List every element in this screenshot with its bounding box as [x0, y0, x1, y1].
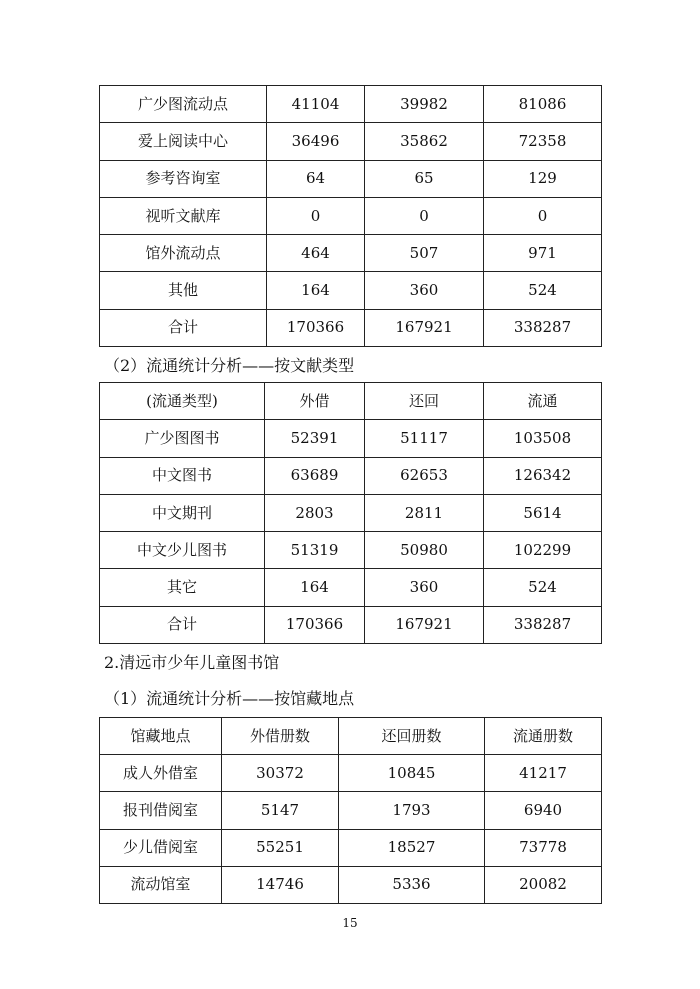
table-cell: 103508: [484, 420, 602, 457]
table-row: [100, 160, 602, 197]
table-cell: 129: [484, 160, 602, 197]
table-body: [100, 718, 602, 904]
table-cell: 少儿借阅室: [100, 829, 222, 866]
section-heading-by-document-type: （2）流通统计分析——按文献类型: [104, 356, 355, 375]
table-cell: 102299: [484, 532, 602, 569]
table-cell: 爱上阅读中心: [100, 123, 267, 160]
table-cell: 52391: [265, 420, 365, 457]
table-row: [100, 532, 602, 569]
table-cell: 广少图流动点: [100, 86, 267, 123]
table-cell: 其它: [100, 569, 265, 606]
table-cell: 其他: [100, 272, 267, 309]
table-body: [100, 86, 602, 347]
table-row: [100, 420, 602, 457]
table-cell: 18527: [339, 829, 485, 866]
table-cell: 65: [365, 160, 484, 197]
table-cell: 55251: [222, 829, 339, 866]
table-cell: 39982: [365, 86, 484, 123]
table-cell: 合计: [100, 309, 267, 346]
table-cell: 馆外流动点: [100, 235, 267, 272]
table-cell: 507: [365, 235, 484, 272]
table-cell: 10845: [339, 755, 485, 792]
table-cell: 0: [365, 197, 484, 234]
table-cell: 51319: [265, 532, 365, 569]
table-row: [100, 494, 602, 531]
table-cell: 30372: [222, 755, 339, 792]
table-cell: 72358: [484, 123, 602, 160]
header-cell: 流通册数: [485, 718, 602, 755]
table-row: [100, 829, 602, 866]
table-cell: 360: [365, 569, 484, 606]
table-cell: 164: [267, 272, 365, 309]
table-cell: 464: [267, 235, 365, 272]
table-row: [100, 569, 602, 606]
table-cell: 62653: [365, 457, 484, 494]
header-cell: 外借册数: [222, 718, 339, 755]
table-cell: 524: [484, 272, 602, 309]
header-row: [100, 383, 602, 420]
circulation-by-document-type-table: [99, 382, 602, 644]
table-cell: 81086: [484, 86, 602, 123]
table-cell: 338287: [484, 606, 602, 643]
table-cell: 50980: [365, 532, 484, 569]
header-cell: 外借: [265, 383, 365, 420]
table-cell: 2811: [365, 494, 484, 531]
header-row: [100, 718, 602, 755]
table-cell: 51117: [365, 420, 484, 457]
table-row: [100, 123, 602, 160]
table-cell: 中文少儿图书: [100, 532, 265, 569]
table-cell: 合计: [100, 606, 265, 643]
table-cell: 41104: [267, 86, 365, 123]
table-cell: 0: [267, 197, 365, 234]
table-cell: 36496: [267, 123, 365, 160]
header-cell: 还回: [365, 383, 484, 420]
circulation-by-location-table: [99, 717, 602, 904]
header-cell: (流通类型): [100, 383, 265, 420]
section-heading-library: 2.清远市少年儿童图书馆: [104, 653, 280, 672]
table-cell: 524: [484, 569, 602, 606]
table-cell: 1793: [339, 792, 485, 829]
table-cell: 5614: [484, 494, 602, 531]
table-row: [100, 866, 602, 903]
table-row: [100, 457, 602, 494]
table-cell: 成人外借室: [100, 755, 222, 792]
table-cell: 170366: [265, 606, 365, 643]
table-cell: 5336: [339, 866, 485, 903]
table-cell: 14746: [222, 866, 339, 903]
table-row: [100, 309, 602, 346]
table-row: [100, 792, 602, 829]
table-cell: 41217: [485, 755, 602, 792]
section-heading-by-location: （1）流通统计分析——按馆藏地点: [104, 689, 355, 708]
circulation-by-location-table-continued: [99, 85, 602, 347]
table-row: [100, 197, 602, 234]
table-row: [100, 272, 602, 309]
table-cell: 中文期刊: [100, 494, 265, 531]
table-row: [100, 755, 602, 792]
table-cell: 6940: [485, 792, 602, 829]
table-row: [100, 86, 602, 123]
table-cell: 73778: [485, 829, 602, 866]
header-cell: 还回册数: [339, 718, 485, 755]
table-cell: 5147: [222, 792, 339, 829]
table-cell: 170366: [267, 309, 365, 346]
table-cell: 63689: [265, 457, 365, 494]
table-cell: 20082: [485, 866, 602, 903]
table-cell: 流动馆室: [100, 866, 222, 903]
table-cell: 广少图图书: [100, 420, 265, 457]
header-cell: 流通: [484, 383, 602, 420]
page-number: 15: [342, 916, 358, 930]
table-cell: 参考咨询室: [100, 160, 267, 197]
table-cell: 167921: [365, 606, 484, 643]
table-cell: 视听文献库: [100, 197, 267, 234]
table-body: [100, 383, 602, 644]
header-cell: 馆藏地点: [100, 718, 222, 755]
table-row: [100, 606, 602, 643]
table-cell: 126342: [484, 457, 602, 494]
table-cell: 167921: [365, 309, 484, 346]
table-cell: 中文图书: [100, 457, 265, 494]
table-cell: 35862: [365, 123, 484, 160]
table-row: [100, 235, 602, 272]
table-cell: 971: [484, 235, 602, 272]
table-cell: 64: [267, 160, 365, 197]
table-cell: 报刊借阅室: [100, 792, 222, 829]
table-cell: 164: [265, 569, 365, 606]
table-cell: 360: [365, 272, 484, 309]
table-cell: 0: [484, 197, 602, 234]
table-cell: 2803: [265, 494, 365, 531]
table-cell: 338287: [484, 309, 602, 346]
